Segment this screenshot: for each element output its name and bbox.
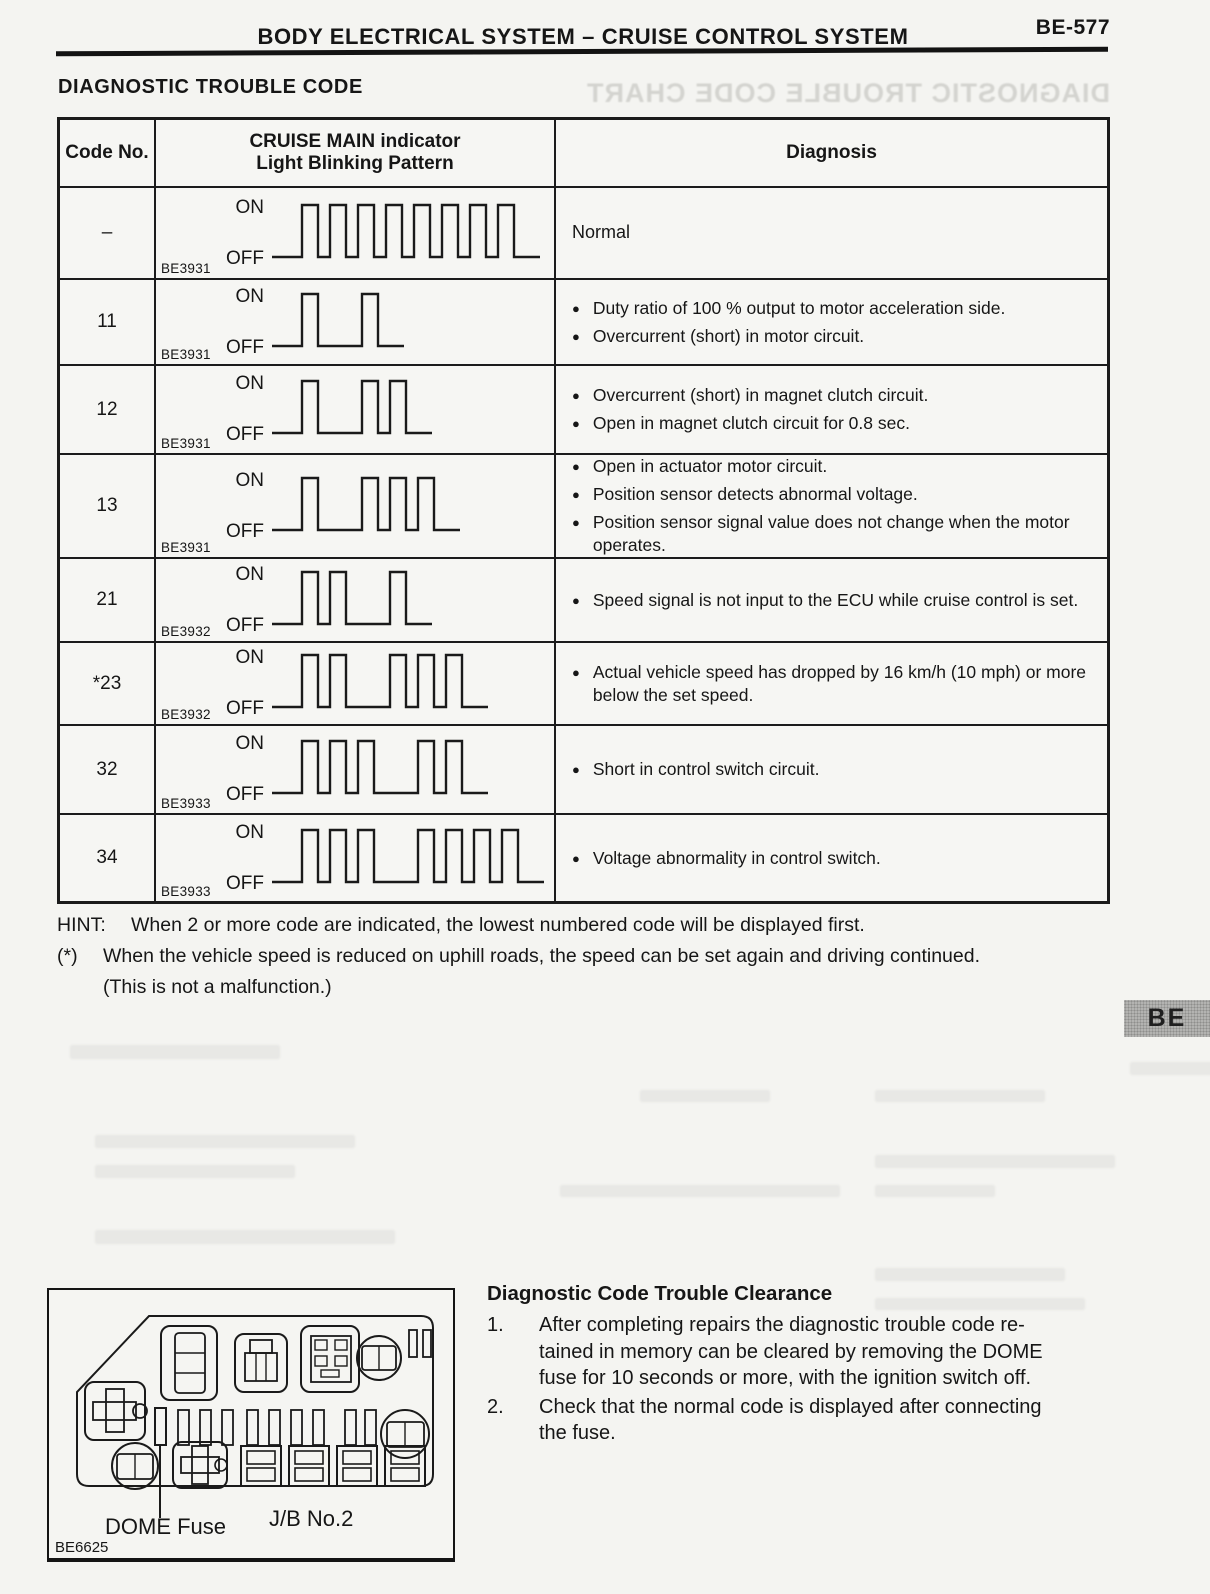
relay-module-inner: [175, 1333, 205, 1393]
diagnosis-text: Normal: [572, 222, 631, 243]
dtc-table: [57, 117, 1110, 904]
off-label: OFF: [226, 872, 264, 894]
blink-pattern-waveform: [186, 810, 552, 902]
asterisk-text: When the vehicle speed is reduced on uphill roads, the speed can be set again and driving continued.: [103, 945, 981, 967]
diagnosis-cell: [556, 455, 1107, 557]
table-row: [60, 641, 1107, 724]
section-side-tab: [1124, 1000, 1210, 1037]
notes-block: [57, 910, 1157, 1003]
page-header-title: BODY ELECTRICAL SYSTEM – CRUISE CONTROL SYSTEM: [257, 24, 909, 49]
pattern-cell: [156, 280, 556, 364]
on-label: ON: [235, 821, 264, 843]
diagnosis-item: [572, 297, 1091, 320]
blink-pattern: [186, 458, 468, 555]
diagnosis-item: [572, 847, 1091, 870]
bleed-through-smudge: [875, 1090, 1045, 1102]
bullet-icon: ●: [572, 459, 580, 475]
off-label: OFF: [226, 520, 264, 542]
off-label: OFF: [226, 784, 264, 805]
pattern-cell: [156, 815, 556, 901]
blink-pattern-waveform: [186, 274, 412, 366]
pattern-cell: [156, 455, 556, 557]
jb-label: J/B No.2: [269, 1506, 354, 1531]
fuse: [409, 1330, 417, 1357]
bleed-through-smudge: [875, 1155, 1115, 1168]
figure-id: BE3933: [161, 796, 211, 811]
step-number: 2.: [487, 1395, 504, 1418]
bleed-through-smudge: [70, 1045, 280, 1059]
hint-line: [57, 910, 1157, 941]
diagnosis-item: [572, 412, 1091, 435]
bullet-icon: ●: [572, 850, 580, 866]
bullet-icon: ●: [572, 487, 580, 503]
fuse: [269, 1410, 280, 1445]
bullet-icon: ●: [572, 388, 580, 403]
diagnosis-text: Short in control switch circuit.: [592, 759, 820, 779]
code-cell: 13: [60, 455, 156, 557]
bullet-icon: ●: [572, 664, 580, 680]
waveform-path: [272, 205, 540, 257]
diagnosis-item: [572, 221, 1091, 244]
blink-pattern: [186, 361, 440, 458]
waveform-path: [272, 381, 432, 433]
table-row: [60, 364, 1107, 453]
col-header-code: Code No.: [60, 120, 156, 186]
bleed-through-smudge: [560, 1185, 840, 1197]
diagnosis-cell: [556, 643, 1107, 724]
waveform-path: [272, 294, 404, 346]
table-row: [60, 813, 1107, 901]
bullet-icon: ●: [572, 416, 580, 431]
pattern-cell: [156, 559, 556, 641]
diagnosis-item: [572, 511, 1091, 557]
bleed-through-smudge: [1130, 1062, 1210, 1075]
relay-module: [161, 1326, 217, 1400]
bullet-icon: ●: [572, 762, 580, 777]
pattern-cell: [156, 726, 556, 813]
diagnosis-text: Open in actuator motor circuit.: [592, 456, 828, 477]
diagnosis-item: [572, 589, 1091, 612]
table-row: [60, 188, 1107, 278]
diagnosis-text: Overcurrent (short) in motor circuit.: [592, 325, 865, 346]
fuse: [313, 1410, 324, 1445]
bleed-through-smudge: [875, 1268, 1065, 1281]
table-row: [60, 557, 1107, 641]
blink-pattern-waveform: [186, 721, 496, 813]
col-header-pattern-line2: Light Blinking Pattern: [256, 153, 454, 174]
fuse: [222, 1410, 233, 1445]
fusebox-figure: [47, 1288, 455, 1562]
dtc-table-body: [60, 188, 1107, 901]
waveform-path: [272, 478, 460, 530]
diagnosis-item: [572, 455, 1091, 478]
col-header-pattern: [156, 120, 556, 186]
bleed-through-smudge: [95, 1165, 295, 1178]
blink-pattern: [186, 552, 440, 649]
pattern-cell: [156, 643, 556, 724]
diagnosis-cell: [556, 280, 1107, 364]
blink-pattern-waveform: [186, 458, 468, 550]
blink-pattern: [186, 810, 552, 907]
figure-id: BE3931: [161, 436, 211, 451]
bleed-through-title: DIAGNOSTIC TROUBLE CODE CHART: [586, 78, 1110, 108]
figure-id: BE3931: [161, 261, 211, 276]
diagnosis-item: [572, 325, 1091, 348]
code-cell: *23: [60, 643, 156, 724]
blink-pattern-waveform: [186, 552, 440, 644]
code-cell: 32: [60, 726, 156, 813]
bleed-through-smudge: [95, 1230, 395, 1244]
diagnosis-cell: [556, 559, 1107, 641]
page-number: BE-577: [1035, 16, 1110, 39]
diagnosis-text: Voltage abnormality in control switch.: [592, 847, 881, 868]
blink-pattern-waveform: [186, 361, 440, 453]
diagnosis-item: [572, 758, 1091, 781]
fuse: [200, 1410, 211, 1445]
diagnosis-item: [572, 384, 1091, 407]
diagnosis-text: Open in magnet clutch circuit for 0.8 sec.: [592, 413, 910, 433]
col-header-diagnosis: Diagnosis: [786, 142, 877, 163]
off-label: OFF: [226, 424, 264, 445]
hint-text: When 2 or more code are indicated, the lowest numbered code will be displayed first.: [131, 914, 865, 936]
diagnosis-text: Actual vehicle speed has dropped by 16 km/h (10 mph) or more below the set speed.: [592, 661, 1087, 705]
bleed-through-smudge: [875, 1185, 995, 1197]
fusebox-figure-id: BE6625: [55, 1539, 109, 1556]
section-title: DIAGNOSTIC TROUBLE CODE: [58, 76, 363, 98]
bullet-icon: ●: [572, 515, 580, 531]
off-label: OFF: [226, 698, 264, 719]
figure-id: BE3932: [161, 707, 211, 722]
on-label: ON: [235, 373, 264, 394]
on-label: ON: [235, 733, 264, 754]
fusebox-diagram: [49, 1290, 453, 1558]
table-header-row: [60, 120, 1107, 188]
diagnosis-item: [572, 661, 1091, 707]
fuse: [178, 1410, 189, 1445]
diagnosis-item: [572, 483, 1091, 506]
blink-pattern: [186, 274, 412, 371]
blink-pattern: [186, 721, 496, 818]
bleed-through-smudge: [640, 1090, 770, 1102]
figure-id: BE3931: [161, 540, 211, 555]
fuse: [345, 1410, 356, 1445]
diagnosis-cell: [556, 188, 1107, 278]
fuse: [365, 1410, 376, 1445]
asterisk-text-line2: (This is not a malfunction.): [103, 976, 332, 998]
bullet-icon: ●: [572, 592, 580, 608]
clearance-section: [487, 1282, 1117, 1447]
on-label: ON: [235, 285, 264, 307]
diagnosis-cell: [556, 366, 1107, 453]
clearance-steps: [487, 1312, 1117, 1447]
asterisk-label: (*): [57, 945, 78, 967]
code-cell: 11: [60, 280, 156, 364]
figure-id: BE3931: [161, 347, 211, 362]
relay-module: [235, 1334, 287, 1392]
code-cell: –: [60, 188, 156, 278]
diagnosis-text: Overcurrent (short) in magnet clutch circuit.: [592, 385, 929, 405]
col-header-pattern-line1: CRUISE MAIN indicator: [249, 131, 461, 152]
figure-id: BE3932: [161, 624, 211, 639]
bullet-icon: ●: [572, 300, 580, 316]
step-text: Check that the normal code is displayed after connecting the fuse.: [539, 1395, 1042, 1444]
clearance-title: Diagnostic Code Trouble Clearance: [487, 1282, 833, 1305]
blink-pattern-waveform: [186, 185, 548, 277]
clearance-step: [487, 1394, 1117, 1447]
code-cell: 12: [60, 366, 156, 453]
on-label: ON: [235, 647, 264, 668]
junction-block-outline: [77, 1316, 433, 1486]
diagnosis-text: Position sensor signal value does not change when the motor operates.: [592, 512, 1070, 555]
waveform-path: [272, 655, 488, 707]
asterisk-note-line: [57, 941, 1157, 972]
on-label: ON: [235, 563, 264, 585]
diagnosis-text: Position sensor detects abnormal voltage.: [592, 484, 918, 505]
on-label: ON: [235, 469, 264, 491]
step-text: After completing repairs the diagnostic trouble code re- tained in memory can be cleared by removing the DOME fuse for 10 seconds or more, with the ignition switch off.: [539, 1314, 1043, 1389]
diagnosis-text: Duty ratio of 100 % output to motor acceleration side.: [592, 297, 1006, 318]
code-cell: 34: [60, 815, 156, 901]
fuse: [247, 1410, 258, 1445]
blink-pattern: [186, 185, 548, 282]
table-row: [60, 453, 1107, 557]
off-label: OFF: [226, 614, 264, 636]
diagnosis-cell: [556, 815, 1107, 901]
step-number: 1.: [487, 1314, 504, 1336]
pattern-cell: [156, 188, 556, 278]
waveform-path: [272, 830, 544, 882]
blink-pattern-waveform: [186, 635, 496, 727]
off-label: OFF: [226, 247, 264, 269]
table-row: [60, 278, 1107, 364]
on-label: ON: [235, 196, 264, 218]
pattern-cell: [156, 366, 556, 453]
code-cell: 21: [60, 559, 156, 641]
diagnosis-cell: [556, 726, 1107, 813]
table-row: [60, 724, 1107, 813]
clearance-step: [487, 1312, 1117, 1392]
bleed-through-smudge: [95, 1135, 355, 1148]
diagnosis-text: Speed signal is not input to the ECU while cruise control is set.: [592, 589, 1079, 610]
blink-pattern: [186, 635, 496, 732]
waveform-path: [272, 741, 488, 793]
off-label: OFF: [226, 336, 264, 358]
fuse: [423, 1330, 431, 1357]
side-tab-label: BE: [1147, 1004, 1187, 1032]
waveform-path: [272, 572, 432, 624]
fuse: [291, 1410, 302, 1445]
figure-id: BE3933: [161, 884, 211, 899]
hint-label: HINT:: [57, 914, 106, 936]
dome-fuse-label: DOME Fuse: [105, 1514, 227, 1539]
dome-fuse: [155, 1408, 166, 1445]
bullet-icon: ●: [572, 328, 580, 344]
